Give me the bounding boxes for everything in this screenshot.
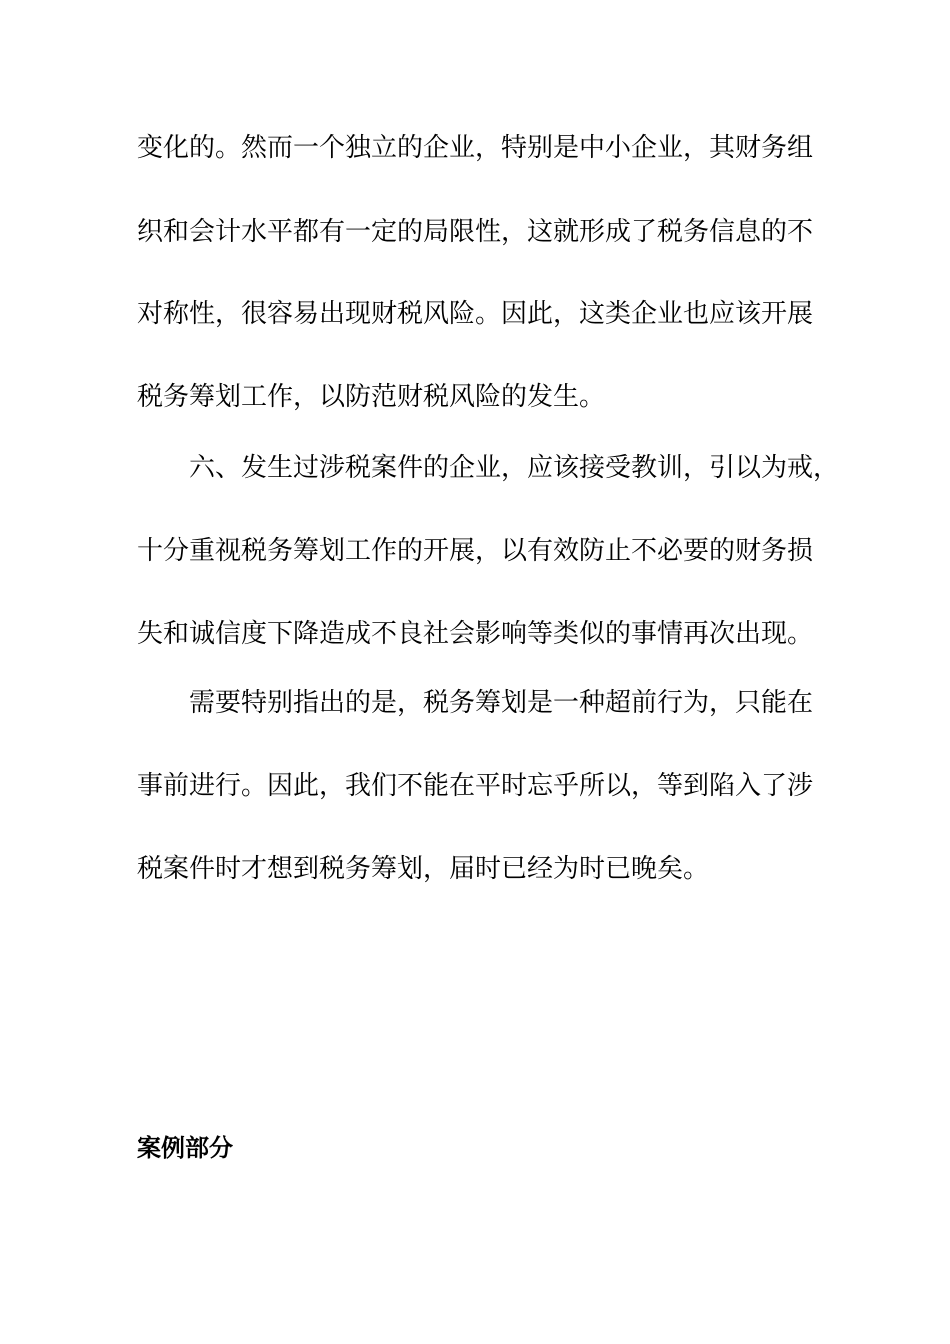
text-line: 织和会计水平都有一定的局限性，这就形成了税务信息的不 (137, 217, 814, 247)
text-line: 失和诚信度下降造成不良社会影响等类似的事情再次出现。 (137, 619, 814, 649)
text-line: 税案件时才想到税务筹划，届时已经为时已晚矣。 (137, 854, 710, 884)
text-line: 税务筹划工作，以防范财税风险的发生。 (137, 382, 606, 412)
text-line: 事前进行。因此，我们不能在平时忘乎所以，等到陷入了涉 (137, 771, 814, 801)
text-line: 变化的。然而一个独立的企业，特别是中小企业，其财务组 (137, 133, 814, 163)
text-line: 需要特别指出的是，税务筹划是一种超前行为，只能在 (189, 688, 814, 718)
section-heading: 案例部分 (137, 1134, 233, 1162)
text-line: 六、发生过涉税案件的企业，应该接受教训，引以为戒， (189, 453, 840, 483)
text-line: 对称性，很容易出现财税风险。因此，这类企业也应该开展 (137, 299, 814, 329)
text-line: 十分重视税务筹划工作的开展，以有效防止不必要的财务损 (137, 536, 814, 566)
